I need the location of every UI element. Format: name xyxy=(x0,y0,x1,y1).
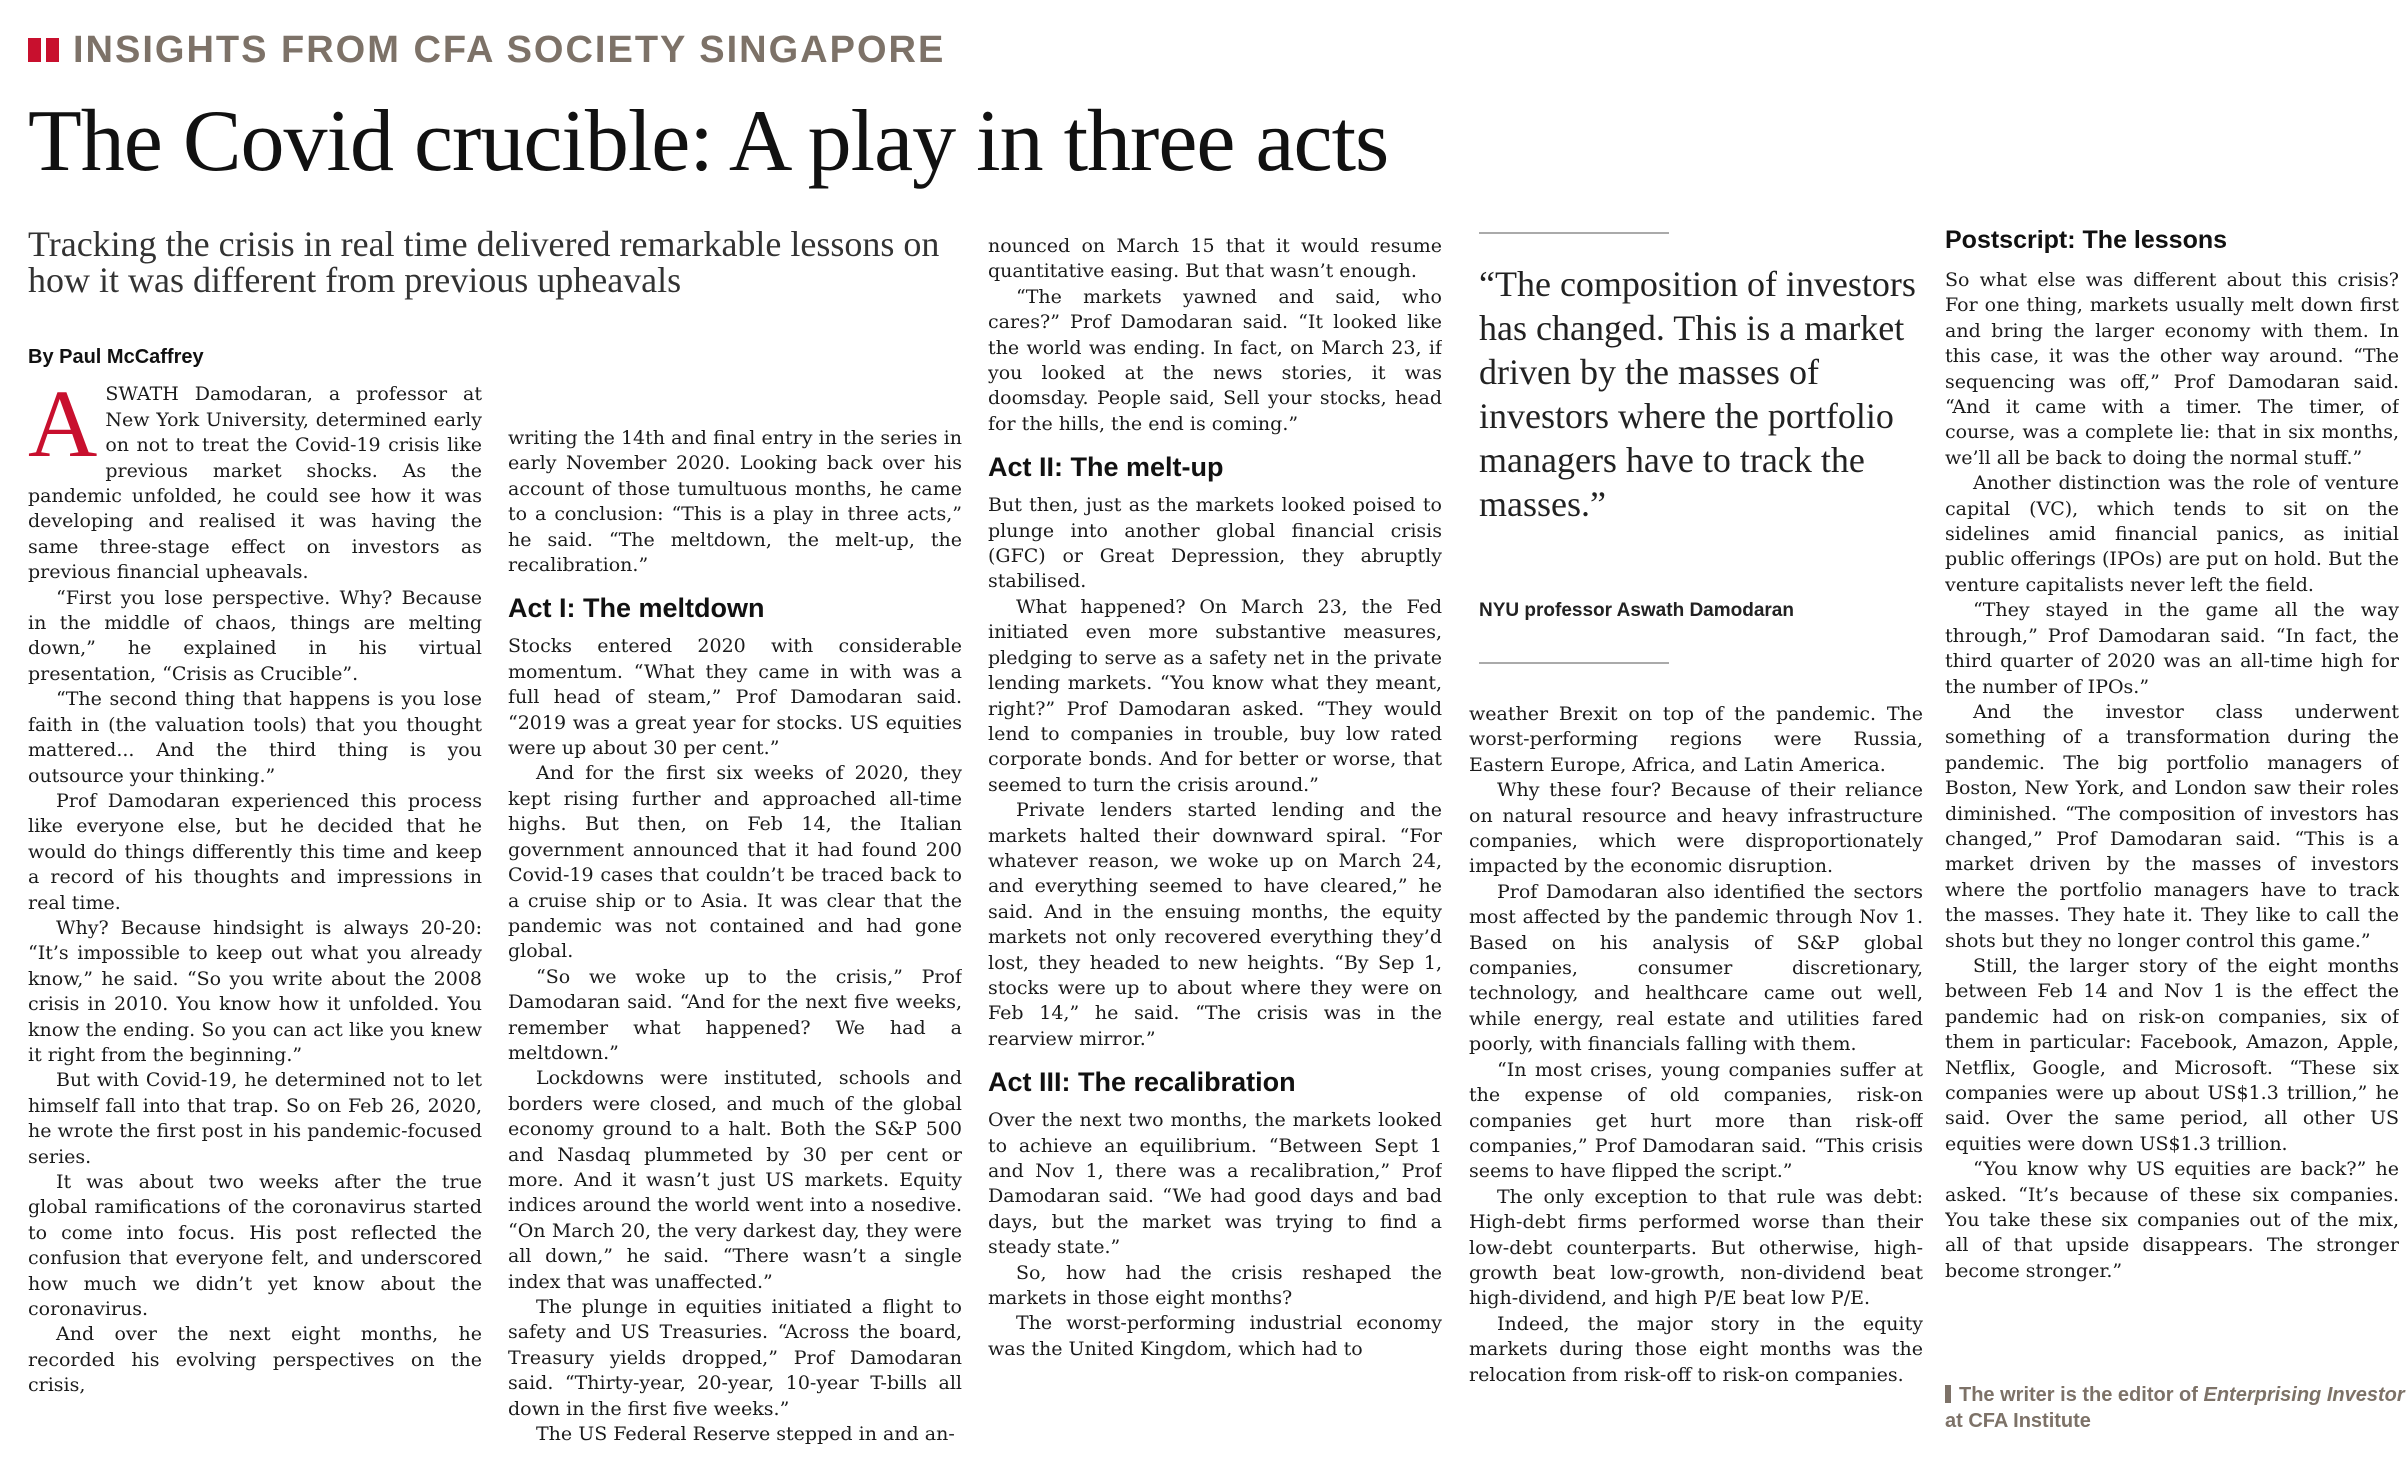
paragraph: Lockdowns were instituted, schools and borders were closed, and much of the global economy ground to a halt. Both the S&P 500 and Nasdaq plummeted by 30 per cent or more. And it wasn’t just US markets. Equity indices around the world went into a nosedive. “On March 20, the very darkest day, they were all down,” he said. “There wasn’t a single index that was unaffected.” xyxy=(508,1067,962,1293)
paragraph: Prof Damodaran also identified the sectors most affected by the pandemic through Nov 1. Based on his analysis of S&P global companies, consumer discretionary, technology, and healthcare came out well, while energy, real estate and utilities fared poorly, with financials falling with them. xyxy=(1469,880,1923,1056)
paragraph: “First you lose perspective. Why? Because in the middle of chaos, things are melting down,” he explained in his virtual presentation, “Crisis as Crucible”. xyxy=(28,586,482,685)
subheadline: Tracking the crisis in real time delivered remarkable lessons on how it was different from previous upheavals xyxy=(28,224,940,300)
paragraph: Prof Damodaran experienced this process like everyone else, but he decided that he would do things differently this time and keep a record of his thoughts and impressions in real time. xyxy=(28,789,482,914)
paragraph: nounced on March 15 that it would resume quantitative easing. But that wasn’t enough. xyxy=(988,235,1442,283)
byline: By Paul McCaffrey xyxy=(28,346,204,368)
paragraph: weather Brexit on top of the pandemic. The worst-performing regions were Russia, Eastern Europe, Africa, and Latin America. xyxy=(1469,703,1923,776)
paragraph: Private lenders started lending and the markets halted their downward spiral. “For whatever reason, we woke up on March 24, and everything seemed to have cleared,” he said. And in the ensuing months, the equity markets not only recovered everything they’d lost, they headed to new heights. “By Sep 1, stocks were up to about where they were on Feb 14,” he said. “The crisis was in the rearview mirror.” xyxy=(988,799,1442,1050)
paragraph: “In most crises, young companies suffer at the expense of old companies, risk-on companies get hurt more than risk-off companies,” Prof Damodaran said. “This crisis seems to have flipped the script.” xyxy=(1469,1058,1923,1183)
paragraph: Indeed, the major story in the equity markets during those eight months was the relocation from risk-off to risk-on companies. xyxy=(1469,1312,1923,1386)
paragraph: It was about two weeks after the true global ramifications of the coronavirus started to come into focus. His post reflected the confusion that everyone felt, and underscored how much we didn’t yet know about the coronavirus. xyxy=(28,1171,482,1321)
paragraph: Still, the larger story of the eight months between Feb 14 and Nov 1 is the effect the pandemic had on risk-on companies, six of them in particular: Facebook, Amazon, Apple, Netflix, Google, and Microsoft. “These six companies were up about US$1.3 trillion,” he said. Over the same period, all other US equities were down US$1.3 trillion. xyxy=(1945,954,2399,1155)
paragraph: Why? Because hindsight is always 20-20: “It’s impossible to keep out what you already know,” he said. “So you write about the 2008 crisis in 2010. You know how it unfolded. You know the ending. So you can act like you knew it right from the beginning.” xyxy=(28,916,482,1066)
paragraph: “They stayed in the game all the way through,” Prof Damodaran said. “In fact, the third quarter of 2020 was an all-time high for the number of IPOs.” xyxy=(1945,599,2399,698)
section-heading-act-3: Act III: The recalibration xyxy=(988,1067,1296,1098)
drop-cap: A xyxy=(28,370,98,478)
section-heading-postscript: Postscript: The lessons xyxy=(1945,226,2228,254)
article-column-2 xyxy=(508,426,962,1461)
paragraph: writing the 14th and final entry in the series in early November 2020. Looking back over his account of those tumultuous months, he came to a conclusion: “This is a play in three acts,” he said. “The meltdown, the melt-up, the recalibration.” xyxy=(508,427,962,577)
paragraph: The US Federal Reserve stepped in and an- xyxy=(536,1423,955,1446)
section-heading-act-1: Act I: The meltdown xyxy=(508,593,765,624)
paragraph: “The second thing that happens is you lose faith in (the valuation tools) that you thought mattered... And the third thing is you outsource your thinking.” xyxy=(28,688,482,787)
paragraph: But with Covid-19, he determined not to let himself fall into that trap. So on Feb 26, 2020, he wrote the first post in his pandemic-focused series. xyxy=(28,1069,482,1168)
pullquote-rule-bottom xyxy=(1479,662,1669,664)
author-note-prefix: The writer is the editor of xyxy=(1959,1384,2204,1406)
paragraph: And over the next eight months, he recorded his evolving perspectives on the crisis, xyxy=(28,1323,482,1397)
headline: The Covid crucible: A play in three acts xyxy=(28,93,1389,190)
article-column-1 xyxy=(28,345,482,1461)
section-heading-act-2: Act II: The melt-up xyxy=(988,452,1224,483)
paragraph: What happened? On March 23, the Fed initiated even more substantive measures, pledging to serve as a safety net in the private lending markets. “You know what they meant, right?” Prof Damodaran asked. “They would lend to companies in trouble, buy low rated corporate bonds. And for better or worse, that seemed to turn the crisis around.” xyxy=(988,595,1442,796)
kicker-marker-icon xyxy=(28,38,59,62)
lead-paragraph-text: SWATH Damodaran, a professor at New York University, determined early on not to treat the Covid-19 crisis like previous market shocks. As the pandemic unfolded, he could see how it was developing and realised it was having the same three-stage effect on investors as previous financial upheavals. xyxy=(28,383,482,584)
publication-name: Enterprising Investor xyxy=(2203,1384,2405,1406)
author-note xyxy=(1945,1382,2405,1434)
lead-paragraph xyxy=(28,370,482,585)
pullquote-attribution: NYU professor Aswath Damodaran xyxy=(1479,600,1794,621)
paragraph: But then, just as the markets looked poised to plunge into another global financial crisis (GFC) or Great Depression, they abruptly stabilised. xyxy=(988,494,1442,593)
paragraph: And the investor class underwent something of a transformation during the pandemic. The big portfolio managers of Boston, New York, and London saw their roles diminished. “The composition of investors has changed,” Prof Damodaran said. “This is a market driven by the masses of investors where the portfolio managers have to track the masses. They hate it. They like to call the shots but they no longer control this game.” xyxy=(1945,700,2399,952)
paragraph: “So we woke up to the crisis,” Prof Damodaran said. “And for the next five weeks, remember what happened? We had a meltdown.” xyxy=(508,965,962,1064)
kicker-text: INSIGHTS FROM CFA SOCIETY SINGAPORE xyxy=(73,28,946,71)
article-column-5 xyxy=(1945,268,2399,1398)
paragraph: The worst-performing industrial economy was the United Kingdom, which had to xyxy=(988,1312,1442,1360)
pullquote-rule-top xyxy=(1479,232,1669,234)
article-column-3 xyxy=(988,234,1442,1461)
paragraph: And for the first six weeks of 2020, they kept rising further and approached all-time highs. But then, on Feb 14, the Italian government announced that it had found 200 Covid-19 cases that couldn’t be traced back to a cruise ship or to Asia. It was clear that the pandemic was not contained and had gone global. xyxy=(508,762,962,963)
paragraph: The plunge in equities initiated a flight to safety and US Treasuries. “Across the board, Treasury yields dropped,” Prof Damodaran said. “Thirty-year, 20-year, 10-year T-bills all down in the first five weeks.” xyxy=(508,1296,962,1420)
paragraph: The only exception to that rule was debt: High-debt firms performed worse than their low-debt counterparts. But otherwise, high-growth beat low-growth, non-dividend beat high-dividend, and high P/E beat low P/E. xyxy=(1469,1185,1923,1310)
paragraph: Why these four? Because of their reliance on natural resource and heavy infrastructure companies, which were disproportionately impacted by the economic disruption. xyxy=(1469,779,1923,878)
section-kicker xyxy=(28,28,945,72)
paragraph: “You know why US equities are back?” he asked. “It’s because of these six companies. You take these six companies out of the mix, all of that upside disappears. The stronger become stronger.” xyxy=(1945,1158,2399,1282)
paragraph: So, how had the crisis reshaped the markets in those eight months? xyxy=(988,1261,1442,1310)
paragraph: Another distinction was the role of venture capital (VC), which tends to sit on the sidelines amid financial panics, as initial public offerings (IPOs) are put on hold. But the venture capitalists never left the field. xyxy=(1945,472,2399,596)
pullquote: “The composition of investors has changed. This is a market driven by the masses of investors where the portfolio managers have to track the masses.” xyxy=(1479,264,1916,524)
paragraph: So what else was different about this crisis? For one thing, markets usually melt down first and bring the larger economy with them. In this case, it was the other way around. “The sequencing was off,” Prof Damodaran said. “And it came with a timer. The timer, of course, was a complete lie: that in six months, we’ll all be back to doing the normal stuff.” xyxy=(1945,269,2399,469)
author-note-suffix: at CFA Institute xyxy=(1945,1410,2091,1432)
author-note-marker-icon xyxy=(1945,1385,1951,1403)
article-column-4 xyxy=(1469,702,1923,1461)
paragraph: “The markets yawned and said, who cares?” Prof Damodaran said. “It looked like the world was ending. In fact, on March 23, if you looked at the news stories, it was doomsday. People said, Sell your stocks, head for the hills, the end is coming.” xyxy=(988,285,1442,435)
paragraph: Over the next two months, the markets looked to achieve an equilibrium. “Between Sept 1 and Nov 1, there was a recalibration,” Prof Damodaran said. “We had good days and bad days, but the market was trying to find a steady state.” xyxy=(988,1109,1442,1259)
paragraph: Stocks entered 2020 with considerable momentum. “What they came in with was a full head of steam,” Prof Damodaran said. “2019 was a great year for stocks. US equities were up about 30 per cent.” xyxy=(508,635,962,760)
